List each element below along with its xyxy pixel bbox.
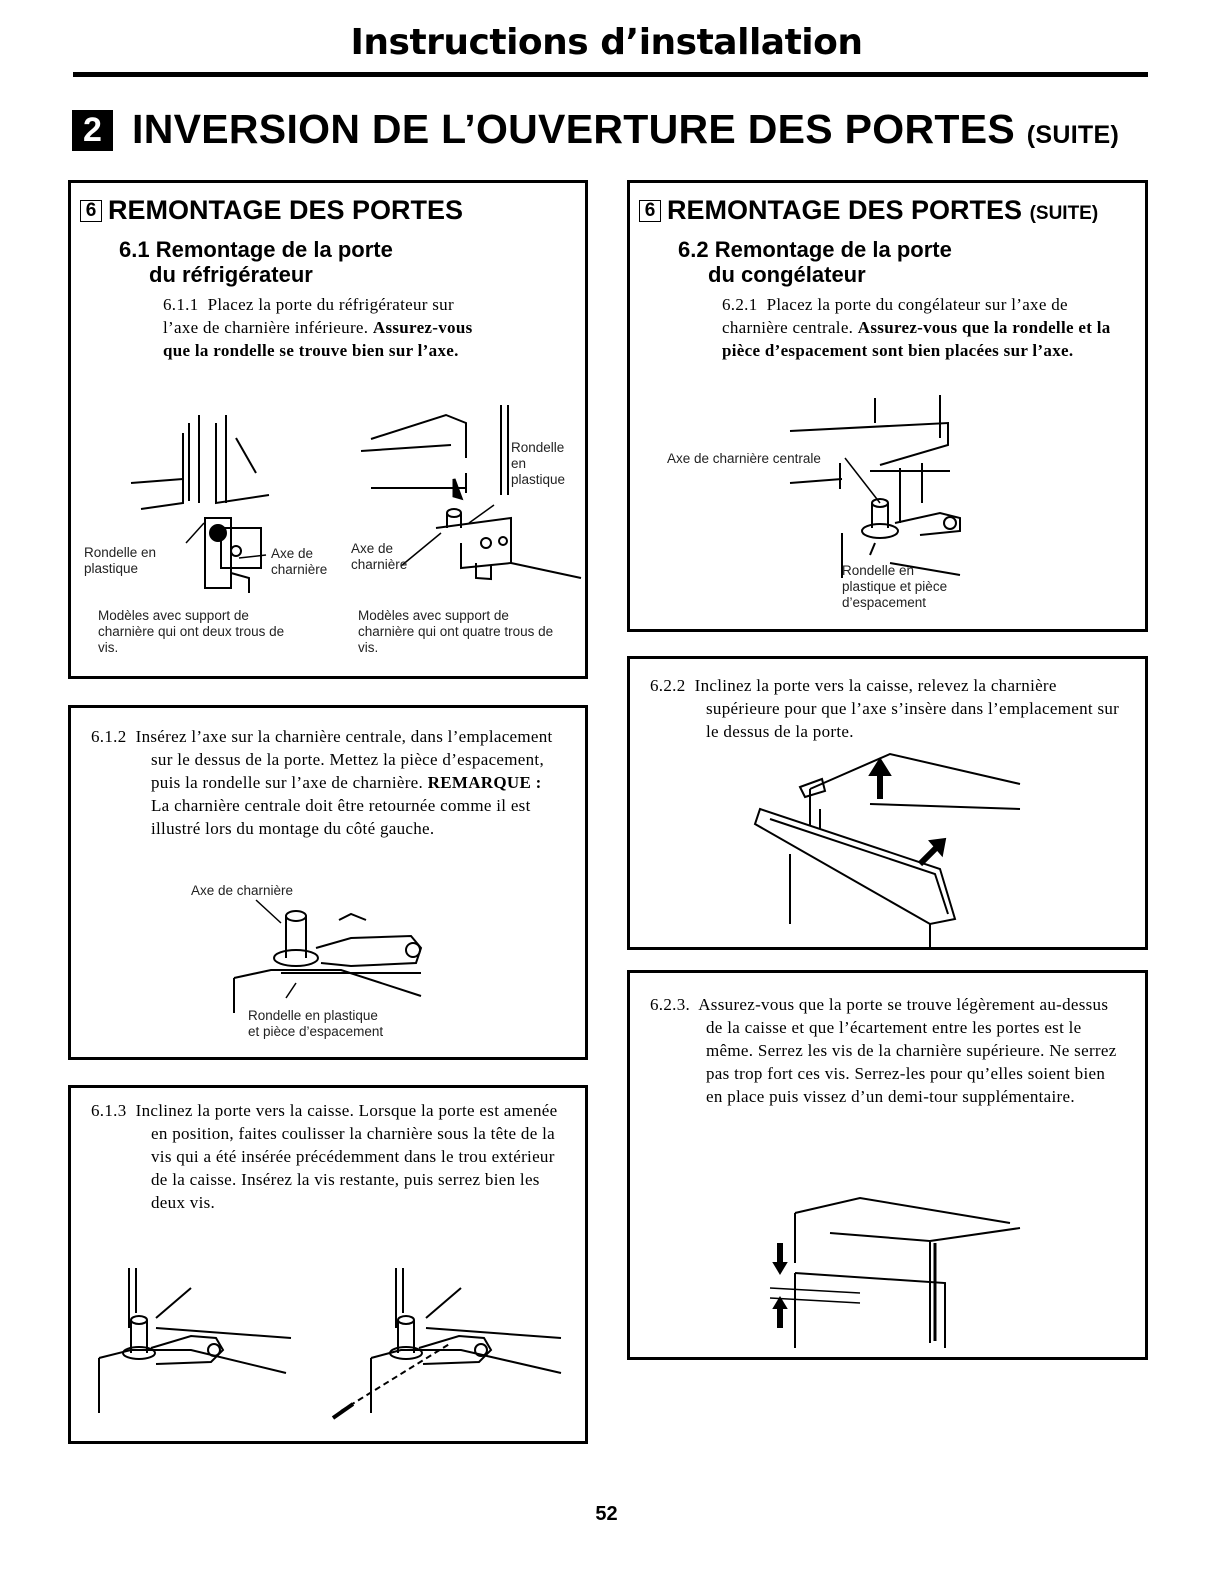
step-text-plain: Insérez l’axe sur la charnière centrale, dans l’emplacement sur le dessus de la porte. Mettez la pièce d’espacement, puis la rondelle sur l’axe de charnière.	[135, 727, 553, 792]
box-6-1-3	[68, 1085, 588, 1444]
section-number-badge: 2	[72, 110, 113, 151]
step-num: 6.1.3	[91, 1101, 127, 1120]
door-tilt-illustration	[630, 659, 1151, 953]
caption-four-holes: Modèles avec support de charnière qui ont quatre trous de vis.	[358, 608, 554, 655]
label-washer-line1: Rondelle en	[842, 563, 915, 578]
label-washer-spacer	[842, 563, 992, 611]
page-header-title: Instructions d’installation	[350, 22, 863, 63]
label-washer-line2: plastique et pièce	[842, 579, 948, 594]
label-washer-right: Rondelle en plastique	[511, 440, 566, 487]
section-title	[132, 106, 1119, 153]
section-title-suffix: (SUITE)	[1026, 121, 1120, 149]
door-alignment-illustration	[630, 973, 1151, 1363]
step-number-badge: 6	[80, 200, 102, 222]
box-title-text: REMONTAGE DES PORTES	[667, 195, 1023, 225]
label-washer-left: Rondelle en plastique	[84, 545, 157, 576]
subsection-title-line2: du congélateur	[708, 262, 866, 287]
step-text-after: La charnière centrale doit être retournée comme il est illustré lors du montage du côté gauche.	[151, 796, 531, 838]
subsection-title-line2: du réfrigérateur	[149, 262, 313, 287]
step-number-badge: 6	[639, 200, 661, 222]
label-washer-line2: et pièce d’espacement	[248, 1024, 384, 1039]
label-axis-right: Axe de charnière	[351, 541, 408, 572]
step-num: 6.1.2	[91, 727, 127, 746]
door-tilt-hinge-illustrations	[71, 1088, 591, 1447]
box-6-2-1	[627, 180, 1148, 632]
step-text-plain: Assurez-vous que la porte se trouve légèrement au-dessus de la caisse et que l’écartement entre les portes est le même. Serrez les vis de la charnière supérieure. Ne serrez pas trop fort ces vis. Serrez-les pour qu’elles soient bien en place puis vissez d’un demi-tour supplémentaire.	[698, 995, 1117, 1106]
label-center-axis: Axe de charnière centrale	[667, 451, 821, 466]
label-axis: Axe de charnière	[191, 883, 294, 898]
label-axis-left: Axe de charnière	[271, 546, 328, 577]
step-text-plain: Placez la porte du réfrigérateur sur l’axe de charnière inférieure.	[163, 295, 454, 337]
box-title-suffix: (SUITE)	[1029, 203, 1099, 224]
step-text-bold: Assurez-vous que la rondelle se trouve bien sur l’axe.	[163, 318, 473, 360]
box-title-text: REMONTAGE DES PORTES	[108, 195, 464, 225]
section-title-text: INVERSION DE L’OUVERTURE DES PORTES	[132, 106, 1016, 152]
subsection-title-line1: 6.2 Remontage de la porte	[678, 237, 952, 262]
label-washer	[248, 1008, 418, 1040]
page-number: 52	[595, 1503, 618, 1525]
box-6-2-3	[627, 970, 1148, 1360]
step-text-bold: Assurez-vous que la rondelle et la pièce d’espacement sont bien placées sur l’axe.	[722, 318, 1111, 360]
box-6-1-1	[68, 180, 588, 679]
step-text-bold: REMARQUE :	[427, 773, 542, 792]
box-6-1-2	[68, 705, 588, 1060]
step-num: 6.2.3.	[650, 995, 691, 1014]
subsection-title-line1: 6.1 Remontage de la porte	[119, 237, 393, 262]
label-washer-line3: d’espacement	[842, 595, 927, 610]
caption-two-holes: Modèles avec support de charnière qui ont deux trous de vis.	[98, 608, 285, 655]
step-num: 6.1.1	[163, 295, 199, 314]
step-text-plain: Inclinez la porte vers la caisse. Lorsque la porte est amenée en position, faites coulisser la charnière sous la tête de la vis qui a été insérée précédemment dans le trou extérieur de la caisse. Insérez la vis restante, puis serrez bien les deux vis.	[135, 1101, 558, 1212]
step-text-plain: Inclinez la porte vers la caisse, relevez la charnière supérieure pour que l’axe s’insère dans l’emplacement sur le dessus de la porte.	[694, 676, 1120, 741]
label-washer-line1: Rondelle en plastique	[248, 1008, 378, 1023]
step-num: 6.2.2	[650, 676, 686, 695]
box-6-2-2	[627, 656, 1148, 950]
step-text-plain: Placez la porte du congélateur sur l’axe de charnière centrale.	[722, 295, 1068, 337]
step-num: 6.2.1	[722, 295, 758, 314]
header-rule	[73, 72, 1148, 77]
